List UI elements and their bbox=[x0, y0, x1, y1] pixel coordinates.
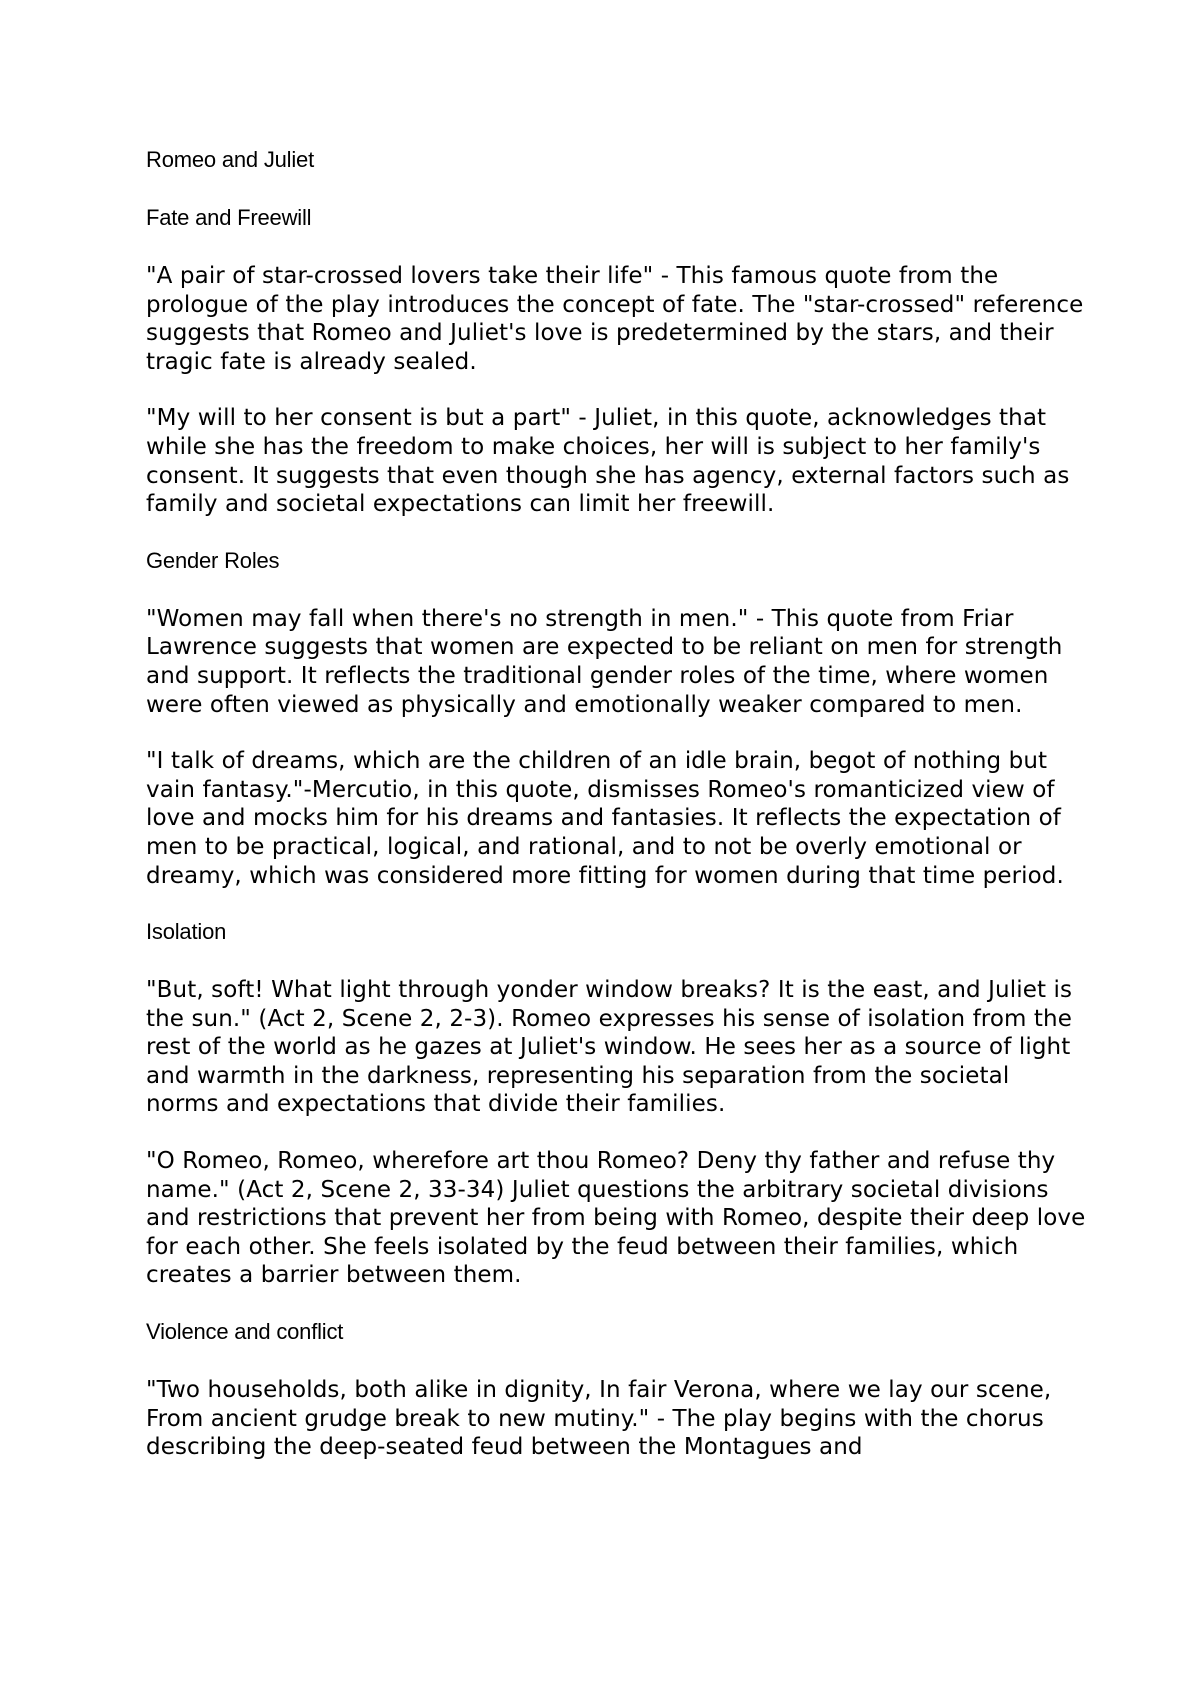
section-isolation bbox=[146, 918, 1086, 1290]
section-gender-roles bbox=[146, 547, 1086, 890]
section-violence-and-conflict bbox=[146, 1318, 1086, 1462]
paragraph: "O Romeo, Romeo, wherefore art thou Romeo? Deny thy father and refuse thy name." (Act 2, Scene 2, 33-34) Juliet questions the arbitrary societal divisions and restrictions that prevent her from being with Romeo, despite their deep love for each other. She feels isolated by the feud between their families, which creates a barrier between them. bbox=[146, 1148, 1086, 1289]
section-heading: Violence and conflict bbox=[146, 1319, 344, 1345]
paragraph: "But, soft! What light through yonder window breaks? It is the east, and Juliet is the sun." (Act 2, Scene 2, 2-3). Romeo expresses his sense of isolation from the rest of the world as he gazes at Juliet's window. He sees her as a source of light and warmth in the darkness, representing his separation from the societal norms and expectations that divide their families. bbox=[146, 977, 1073, 1118]
section-heading: Gender Roles bbox=[146, 547, 280, 573]
paragraph: "I talk of dreams, which are the children of an idle brain, begot of nothing but vain fantasy."-Mercutio, in this quote, dismisses Romeo's romanticized view of love and mocks him for his dreams and fantasies. It reflects the expectation of men to be practical, logical, and rational, and to not be overly emotional or dreamy, which was considered more fitting for women during that time period. bbox=[146, 748, 1064, 889]
section-fate-and-freewill bbox=[146, 204, 1086, 519]
paragraph: "A pair of star-crossed lovers take their life" - This famous quote from the prologue of the play introduces the concept of fate. The "star-crossed" reference suggests that Romeo and Juliet's love is predetermined by the stars, and their tragic fate is already sealed. bbox=[146, 263, 1084, 375]
paragraph: "Two households, both alike in dignity, In fair Verona, where we lay our scene, From ancient grudge break to new mutiny." - The play begins with the chorus describing the deep-seated feud between the Montagues and bbox=[146, 1377, 1052, 1461]
document-body bbox=[146, 146, 1086, 1490]
paragraph: "Women may fall when there's no strength in men." - This quote from Friar Lawrence suggests that women are expected to be reliant on men for strength and support. It reflects the traditional gender roles of the time, where women were often viewed as physically and emotionally weaker compared to men. bbox=[146, 605, 1063, 718]
section-heading: Fate and Freewill bbox=[146, 205, 312, 230]
paragraph: "My will to her consent is but a part" - Juliet, in this quote, acknowledges that while she has the freedom to make choices, her will is subject to her family's consent. It suggests that even though she has agency, external factors such as family and societal expectations can limit her freewill. bbox=[146, 405, 1070, 518]
document-title: Romeo and Juliet bbox=[146, 147, 315, 172]
section-heading: Isolation bbox=[146, 919, 227, 945]
